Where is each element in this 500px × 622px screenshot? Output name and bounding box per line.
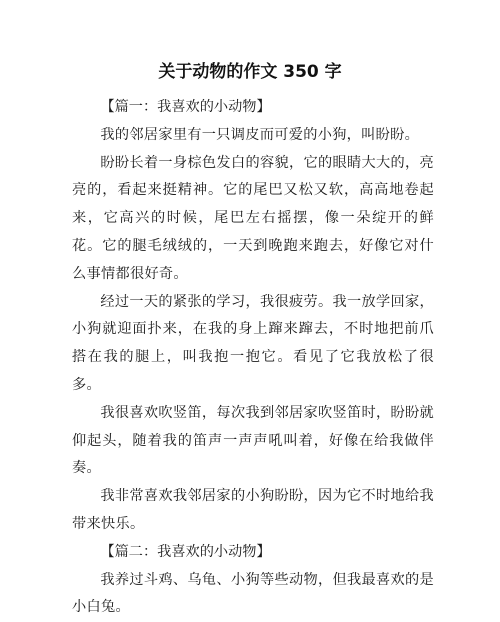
section-heading: 【篇二：我喜欢的小动物】 [100, 543, 271, 560]
document-title: 关于动物的作文 350 字 [158, 62, 342, 82]
paragraph: 我的邻居家里有一只调皮而可爱的小狗，叫盼盼。 [100, 126, 420, 143]
paragraph: 盼盼长着一身棕色发白的容貌，它的眼睛大大的，亮亮的，看起来挺精神。它的尾巴又松又软，高高地卷起来，它高兴的时候，尾巴左右摇摆，像一朵绽开的鲜花。它的腿毛绒绒的，一天到晚跑来跑去，好像它对什么事情都很好奇。 [72, 154, 434, 282]
section-heading: 【篇一：我喜欢的小动物】 [100, 99, 271, 115]
paragraph: 我很喜欢吹竖笛，每次我到邻居家吹竖笛时，盼盼就仰起头，随着我的笛声一声声吼叫着，好像在给我做伴奏。 [72, 404, 434, 477]
document-body [72, 94, 434, 622]
paragraph: 经过一天的紧张的学习，我很疲劳。我一放学回家，小狗就迎面扑来，在我的身上蹿来蹿去，不时地把前爪搭在我的腿上，叫我抱一抱它。看见了它我放松了很多。 [72, 293, 434, 393]
paragraph: 我养过斗鸡、乌龟、小狗等些动物，但我最喜欢的是小白兔。 [72, 571, 434, 616]
paragraph: 我非常喜欢我邻居家的小狗盼盼，因为它不时地给我带来快乐。 [72, 488, 434, 532]
